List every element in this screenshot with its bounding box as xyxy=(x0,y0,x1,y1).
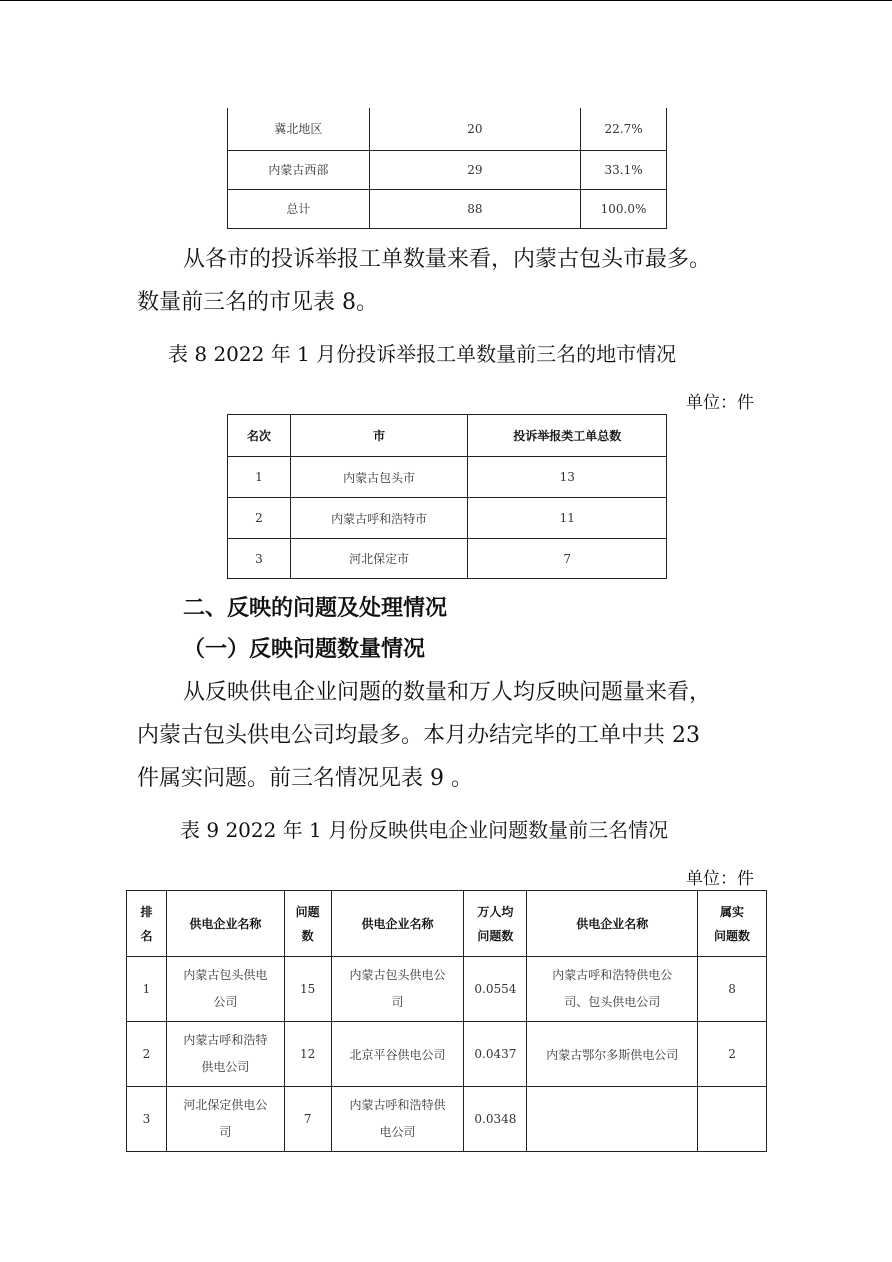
paragraph-line: 件属实问题。前三名情况见表 9 。 xyxy=(137,766,473,791)
total-cell: 11 xyxy=(468,498,667,539)
verified-cell: 8 xyxy=(698,957,767,1022)
company-cell: 北京平谷供电公司 xyxy=(331,1022,464,1087)
pct-cell: 22.7% xyxy=(581,108,667,150)
table-row xyxy=(127,1087,767,1152)
cell-line: 司 xyxy=(391,995,404,1009)
total-cell: 7 xyxy=(468,539,667,579)
table7-continued xyxy=(227,108,667,229)
cell-line: 河北保定供电公 xyxy=(183,1098,268,1112)
company-cell xyxy=(166,1087,284,1152)
table-row xyxy=(228,108,667,150)
header-line: 属实 xyxy=(720,904,745,919)
company-cell xyxy=(166,1022,284,1087)
table-row xyxy=(228,498,667,539)
header-line: 名 xyxy=(140,928,153,943)
cell-line: 公司 xyxy=(213,995,238,1009)
cell-line: 内蒙古包头供电公 xyxy=(349,968,446,982)
rank-cell: 1 xyxy=(127,957,167,1022)
section-subheading: （一）反映问题数量情况 xyxy=(183,636,426,662)
paragraph-line: 内蒙古包头供电公司均最多。本月办结完毕的工单中共 23 xyxy=(137,723,700,748)
company-cell xyxy=(166,957,284,1022)
cell-line: 内蒙古呼和浩特供 xyxy=(349,1098,446,1112)
cell-line: 电公司 xyxy=(379,1125,416,1139)
rank-cell: 2 xyxy=(228,498,291,539)
company-cell xyxy=(331,1087,464,1152)
table9-caption: 表 9 2022 年 1 月份反映供电企业问题数量前三名情况 xyxy=(180,818,669,842)
region-cell: 冀北地区 xyxy=(228,108,370,150)
region-cell: 总计 xyxy=(228,189,370,228)
header-total: 投诉举报类工单总数 xyxy=(468,415,667,457)
table-row xyxy=(127,1022,767,1087)
issues-cell: 7 xyxy=(284,1087,331,1152)
paragraph-line: 从各市的投诉举报工单数量来看，内蒙古包头市最多。 xyxy=(183,247,712,272)
rank-cell: 2 xyxy=(127,1022,167,1087)
company-cell xyxy=(331,957,464,1022)
table-row xyxy=(228,189,667,228)
header-company: 供电企业名称 xyxy=(527,891,698,957)
paragraph-line: 数量前三名的市见表 8。 xyxy=(137,290,378,315)
header-line: 排 xyxy=(140,904,153,919)
cell-line: 司 xyxy=(219,1125,232,1139)
header-line: 问题 xyxy=(295,904,320,919)
table8-unit: 单位：件 xyxy=(686,393,754,413)
count-cell: 29 xyxy=(369,150,580,189)
header-line: 问题数 xyxy=(477,928,514,943)
per10k-cell: 0.0554 xyxy=(464,957,527,1022)
city-cell: 内蒙古呼和浩特市 xyxy=(290,498,468,539)
total-cell: 13 xyxy=(468,457,667,498)
table-header-row xyxy=(127,891,767,957)
count-cell: 88 xyxy=(369,189,580,228)
table-header-row xyxy=(228,415,667,457)
count-cell: 20 xyxy=(369,108,580,150)
company-cell: 内蒙古鄂尔多斯供电公司 xyxy=(527,1022,698,1087)
cell-line: 司、包头供电公司 xyxy=(564,995,661,1009)
paragraph-line: 从反映供电企业问题的数量和万人均反映问题量来看， xyxy=(183,680,712,705)
header-city: 市 xyxy=(290,415,468,457)
table-row xyxy=(228,150,667,189)
header-rank xyxy=(127,891,167,957)
issues-cell: 12 xyxy=(284,1022,331,1087)
header-line: 问题数 xyxy=(714,928,751,943)
table-row xyxy=(228,457,667,498)
header-per10k xyxy=(464,891,527,957)
rank-cell: 3 xyxy=(228,539,291,579)
header-verified xyxy=(698,891,767,957)
issues-cell: 15 xyxy=(284,957,331,1022)
header-rank: 名次 xyxy=(228,415,291,457)
cell-line: 供电公司 xyxy=(201,1060,250,1074)
header-company: 供电企业名称 xyxy=(331,891,464,957)
region-cell: 内蒙古西部 xyxy=(228,150,370,189)
header-issues xyxy=(284,891,331,957)
pct-cell: 100.0% xyxy=(581,189,667,228)
verified-cell xyxy=(698,1087,767,1152)
table-row xyxy=(127,957,767,1022)
table9 xyxy=(126,890,767,1152)
city-cell: 内蒙古包头市 xyxy=(290,457,468,498)
verified-cell: 2 xyxy=(698,1022,767,1087)
rank-cell: 1 xyxy=(228,457,291,498)
city-cell: 河北保定市 xyxy=(290,539,468,579)
company-cell xyxy=(527,957,698,1022)
header-line: 万人均 xyxy=(477,904,514,919)
table8-caption: 表 8 2022 年 1 月份投诉举报工单数量前三名的地市情况 xyxy=(168,342,677,366)
section-heading: 二、反映的问题及处理情况 xyxy=(183,596,448,621)
rank-cell: 3 xyxy=(127,1087,167,1152)
table-row xyxy=(228,539,667,579)
cell-line: 内蒙古包头供电 xyxy=(183,968,268,982)
per10k-cell: 0.0437 xyxy=(464,1022,527,1087)
header-line: 数 xyxy=(301,928,314,943)
header-company: 供电企业名称 xyxy=(166,891,284,957)
page-top-border xyxy=(0,0,892,1)
company-cell-empty xyxy=(527,1087,698,1152)
cell-line: 内蒙古呼和浩特供电公 xyxy=(552,968,673,982)
cell-line: 内蒙古呼和浩特 xyxy=(183,1033,268,1047)
pct-cell: 33.1% xyxy=(581,150,667,189)
per10k-cell: 0.0348 xyxy=(464,1087,527,1152)
table9-unit: 单位：件 xyxy=(686,869,754,889)
table8 xyxy=(227,414,667,579)
